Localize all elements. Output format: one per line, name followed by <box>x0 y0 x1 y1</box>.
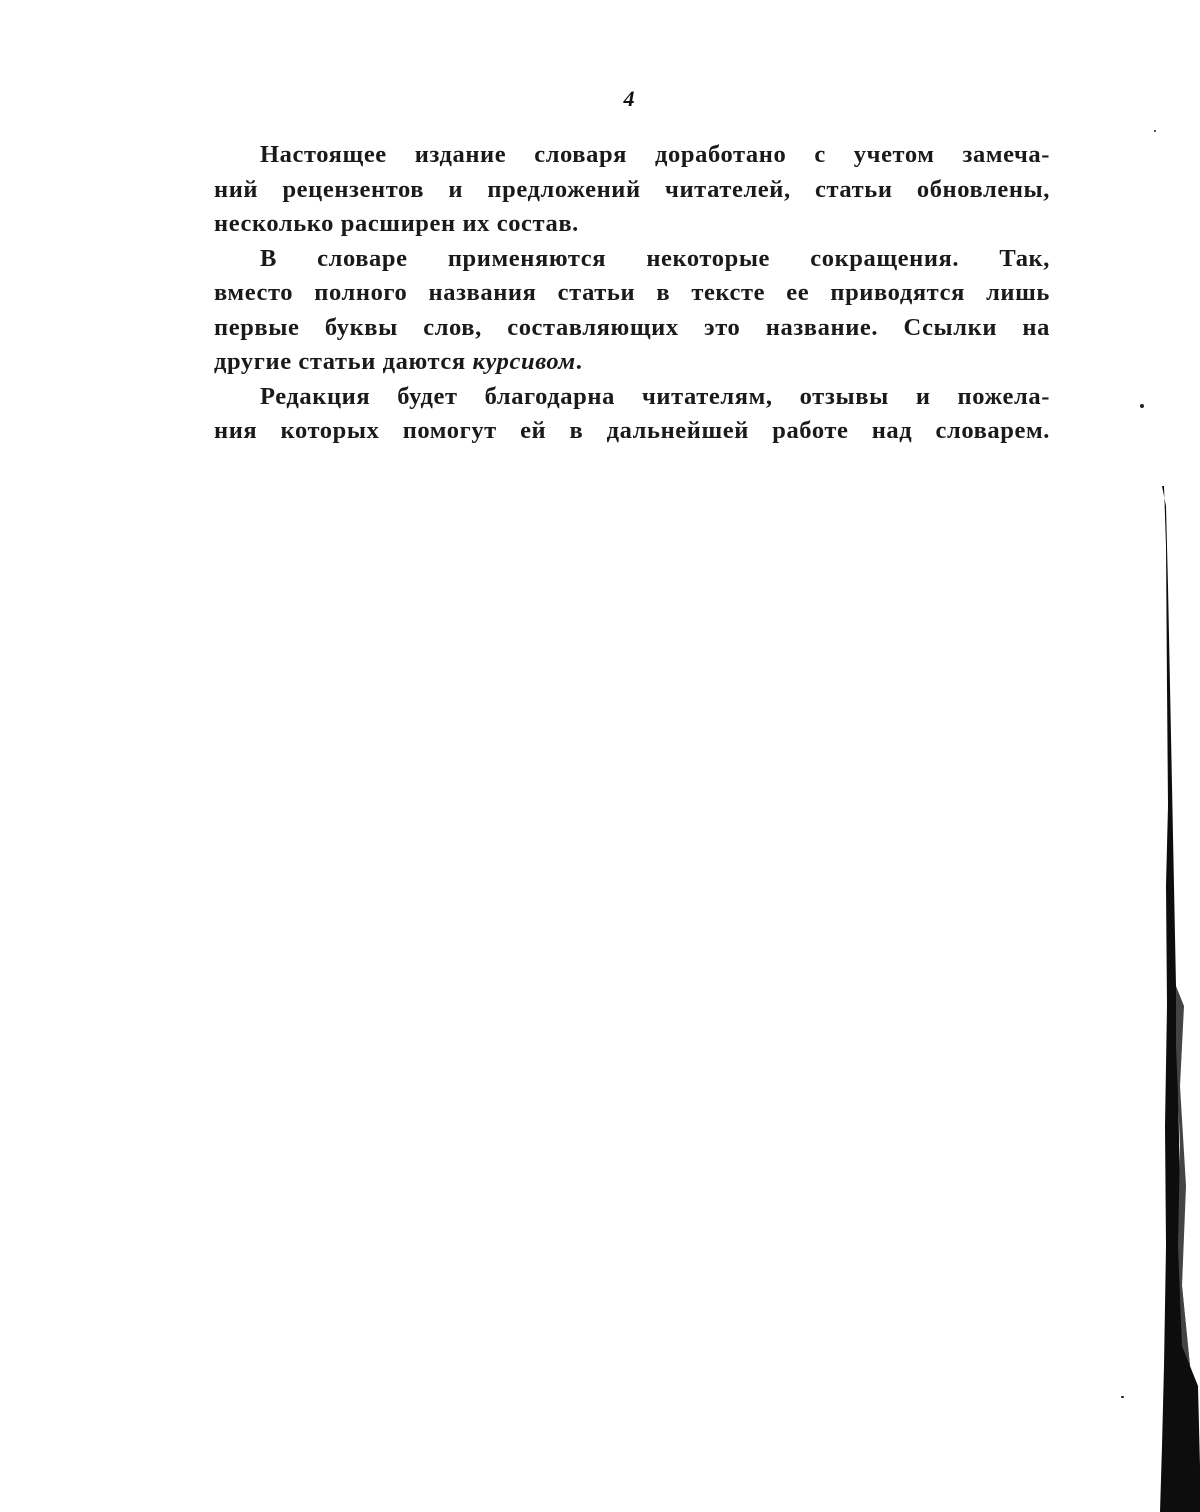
scan-speck <box>1121 1396 1124 1398</box>
scan-speck <box>1154 130 1156 132</box>
paragraph-3-line-1: Редакция будет благодарна читателям, отзывы и пожела- <box>260 382 1050 410</box>
paragraph-1 <box>214 138 1050 242</box>
paragraph-3 <box>214 380 1050 449</box>
paragraph-2-line-4 <box>214 345 1050 380</box>
paragraph-2-line-1: В словаре применяются некоторые сокращения. Так, <box>260 244 1050 272</box>
paragraph-2-line-2: вместо полного названия статьи в тексте ее приводятся лишь <box>214 279 1050 306</box>
paragraph-1-line-3: несколько расширен их состав. <box>214 210 579 237</box>
body-text <box>214 138 1050 449</box>
paragraph-2-line-4-prefix: другие статьи даются <box>214 348 473 375</box>
paragraph-1-line-2: ний рецензентов и предложений читателей, статьи обновлены, <box>214 175 1050 203</box>
paragraph-2-line-3: первые буквы слов, составляющих это название. Ссылки на <box>214 313 1050 341</box>
scan-speck <box>1140 404 1144 408</box>
paragraph-2 <box>214 242 1050 380</box>
paragraph-2-line-4-suffix: . <box>575 348 583 375</box>
paragraph-1-line-1: Настоящее издание словаря доработано с учетом замеча- <box>260 141 1050 168</box>
italic-term: курсивом <box>472 348 576 375</box>
page-number: 4 <box>623 86 635 111</box>
paragraph-3-line-2: ния которых помогут ей в дальнейшей работе над словарем. <box>214 417 1050 444</box>
scan-page-edge-shadow <box>1140 486 1200 1512</box>
